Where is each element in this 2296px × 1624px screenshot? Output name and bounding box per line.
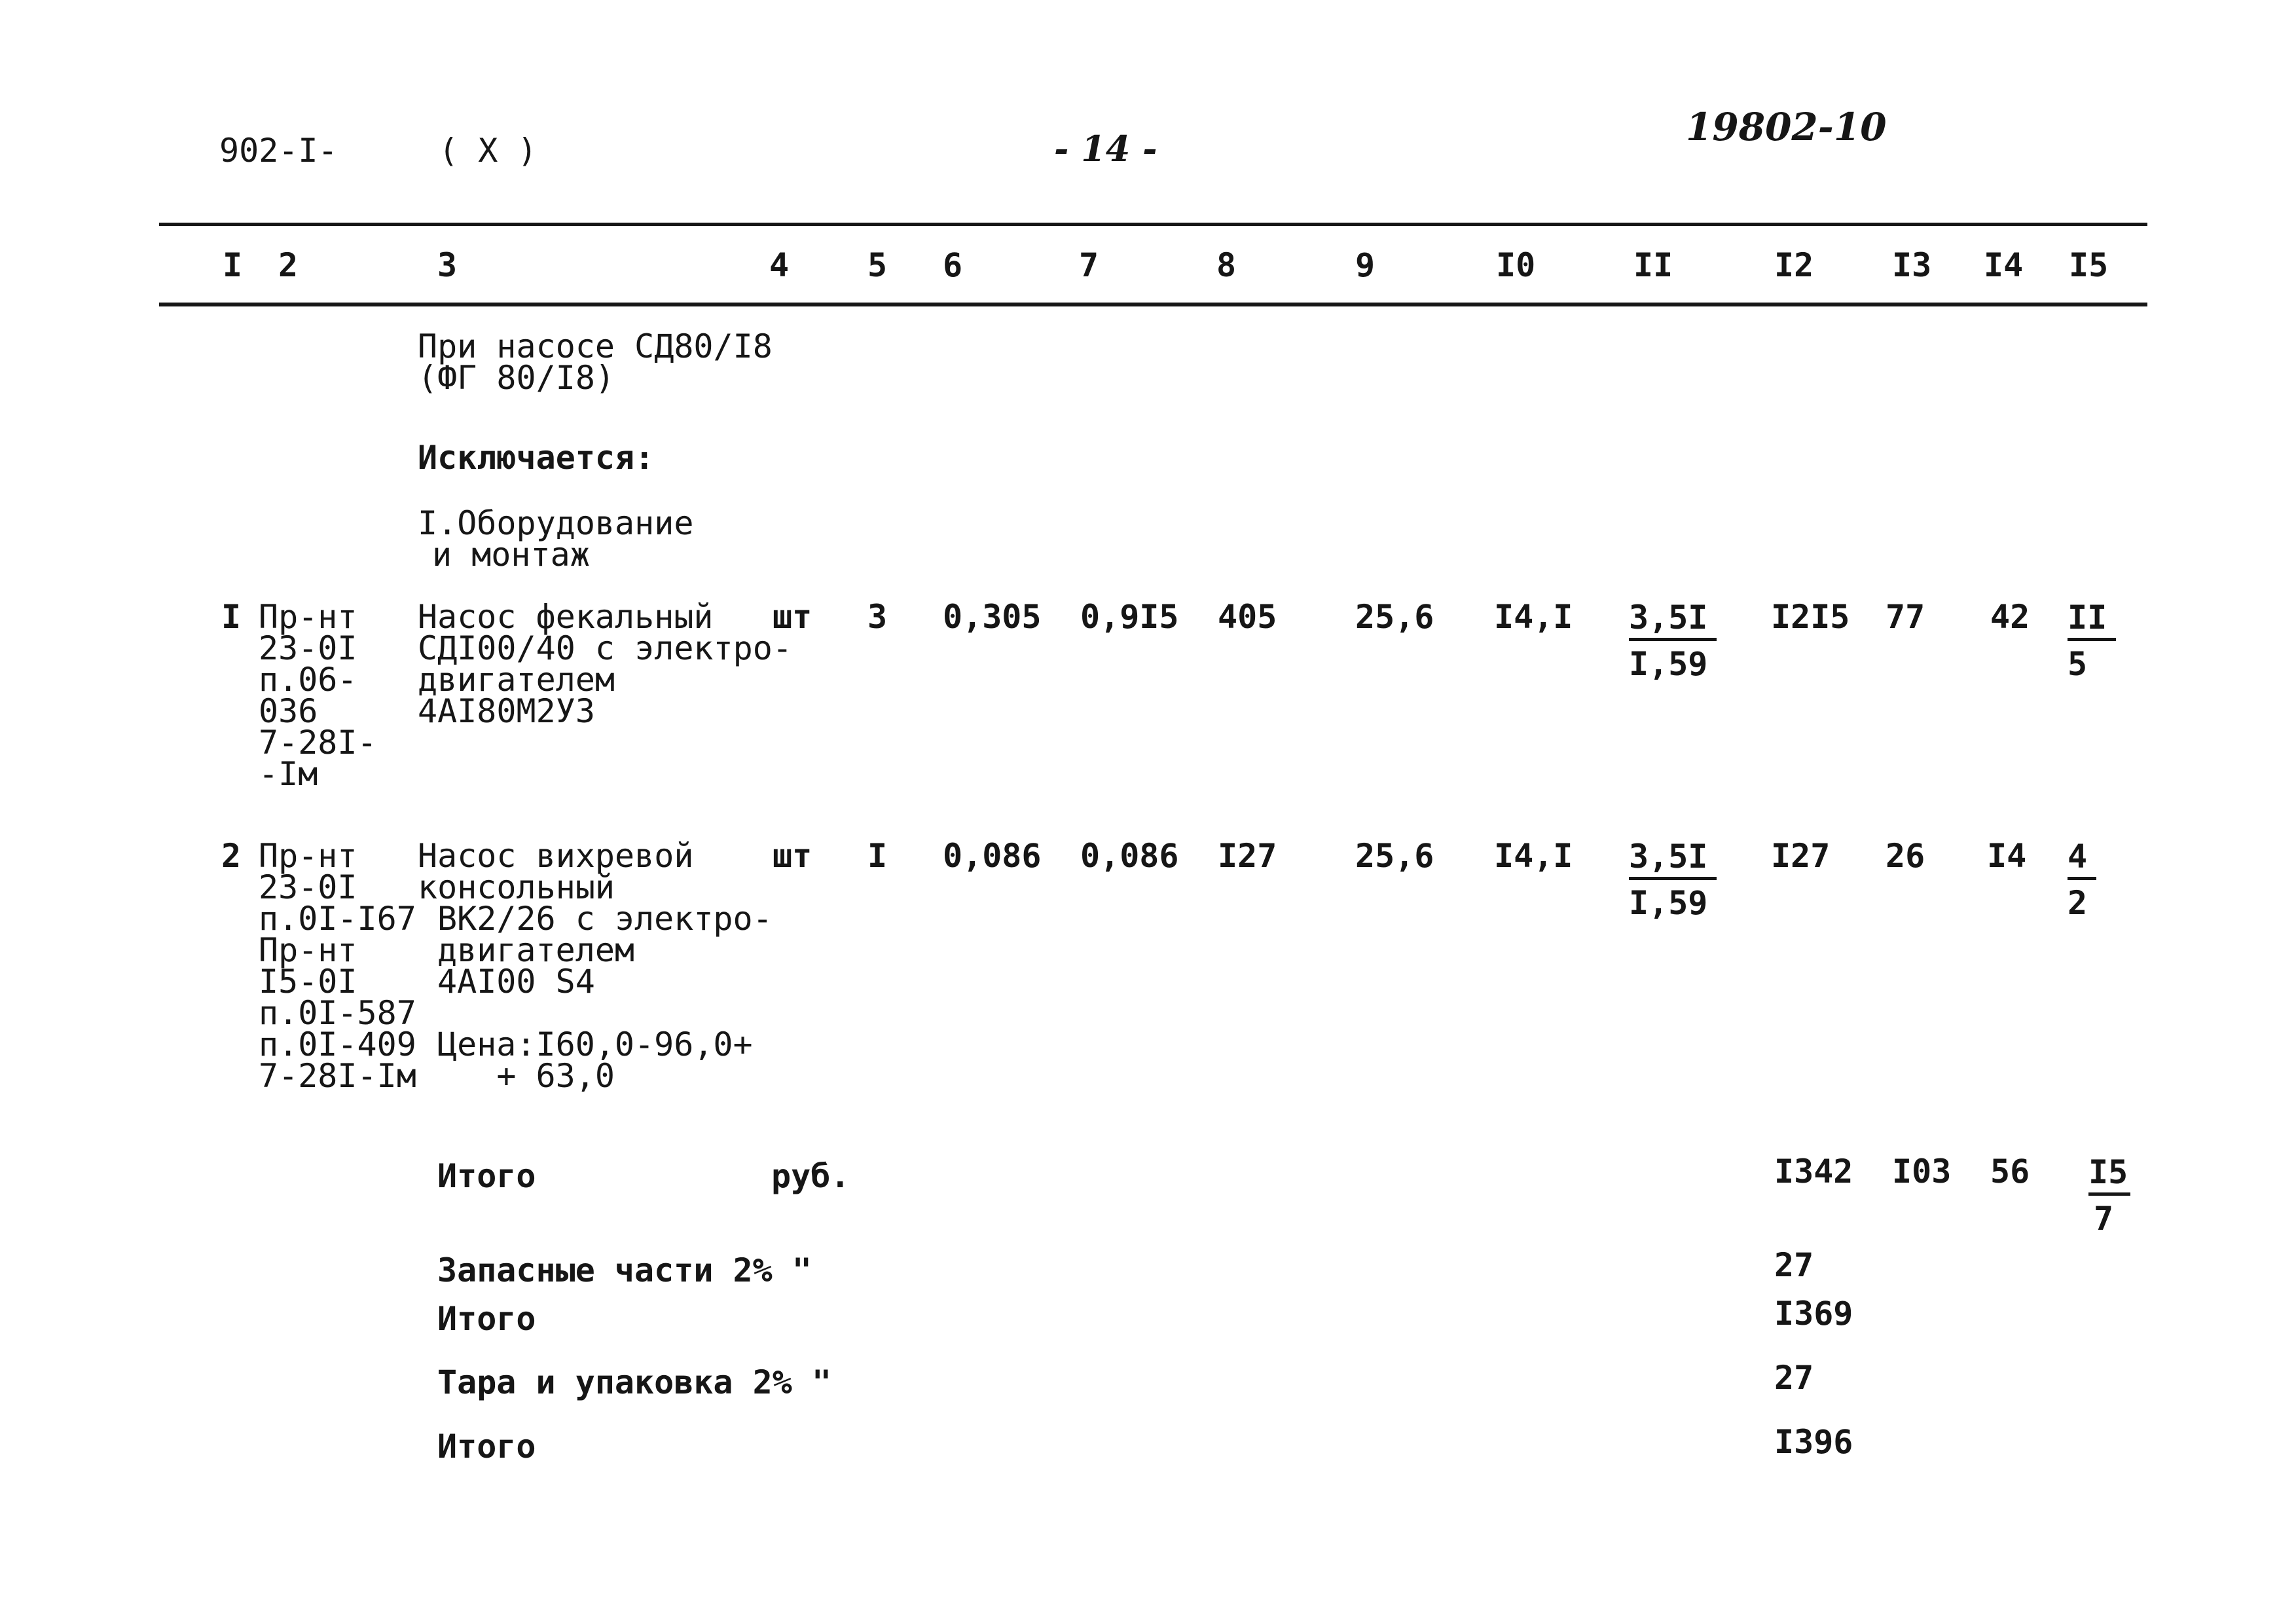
price-note-line: + 63,0	[496, 1057, 615, 1095]
col-header-5: 5	[867, 246, 888, 284]
row-col-9: 25,6	[1355, 598, 1434, 636]
ref-line: Пр-нт	[259, 837, 357, 875]
row-col-15-fraction	[2068, 599, 2116, 683]
group-title-line-1: I.Оборудование	[418, 504, 694, 542]
ref-line: п.0I-409	[259, 1025, 416, 1063]
row-col-11-fraction	[1629, 599, 1717, 683]
row-col-10: I4,I	[1494, 837, 1573, 875]
col-header-4: 4	[769, 246, 790, 284]
row-mass-unit: 0,086	[943, 837, 1042, 875]
header-top-rule	[159, 223, 2147, 226]
ref-line: 036	[259, 692, 318, 730]
row-number: I	[221, 598, 242, 636]
row-col-14: 42	[1990, 598, 2030, 636]
col-header-2: 2	[278, 246, 299, 284]
col-header-9: 9	[1355, 246, 1376, 284]
row-price-note	[437, 1025, 753, 1095]
row-unit: шт	[773, 837, 812, 875]
packaging-col-12: 27	[1774, 1359, 1814, 1397]
name-line: 4АI00 S4	[437, 963, 595, 1001]
row-reference	[259, 598, 377, 793]
total-col-14: 56	[1990, 1153, 2030, 1190]
row-price: I27	[1218, 837, 1277, 875]
fraction-numerator: II	[2068, 601, 2116, 641]
row-mass-unit: 0,305	[943, 598, 1042, 636]
col-header-12: I2	[1774, 246, 1814, 284]
fraction-numerator: I5	[2088, 1156, 2130, 1196]
row-item-name-cont	[437, 900, 773, 1001]
row-mass-total: 0,9I5	[1080, 598, 1179, 636]
name-line: двигателем	[418, 661, 615, 699]
total-col-15-fraction	[2088, 1153, 2130, 1238]
row-col-10: I4,I	[1494, 598, 1573, 636]
fraction-numerator: 3,5I	[1629, 840, 1717, 880]
subtotal-label: Итого	[437, 1300, 536, 1338]
col-header-15: I5	[2069, 246, 2109, 284]
col-header-6: 6	[943, 246, 963, 284]
total-currency: руб.	[771, 1157, 850, 1195]
ref-line: I5-0I	[259, 963, 357, 1001]
grand-total-col-12: I396	[1774, 1423, 1853, 1461]
row-col-9: 25,6	[1355, 837, 1434, 875]
row-col-12: I2I5	[1771, 598, 1850, 636]
name-line: 4АI80М2У3	[418, 692, 595, 730]
ref-line: 7-28I-Iм	[259, 1057, 416, 1095]
col-header-7: 7	[1079, 246, 1099, 284]
fraction-numerator: 4	[2068, 840, 2096, 880]
doc-variant: ( X )	[439, 132, 538, 170]
col-header-13: I3	[1892, 246, 1932, 284]
ref-line: 7-28I-	[259, 724, 377, 762]
row-quantity: I	[867, 837, 888, 875]
ref-line: п.06-	[259, 661, 357, 699]
total-col-12: I342	[1774, 1153, 1853, 1190]
group-title-line-2: и монтаж	[432, 536, 590, 574]
doc-code: 902-I-	[219, 132, 338, 170]
col-header-10: I0	[1496, 246, 1536, 284]
row-unit: шт	[773, 598, 812, 636]
doc-number-handwritten: 19802-10	[1686, 105, 1887, 149]
ref-line: 23-0I	[259, 868, 357, 906]
ref-line: Пр-нт	[259, 598, 357, 636]
section-excluded: Исключается:	[418, 439, 655, 477]
row-col-12: I27	[1771, 837, 1831, 875]
header-bottom-rule	[159, 303, 2147, 306]
ref-line: п.0I-I67	[259, 900, 416, 938]
col-header-3: 3	[437, 246, 458, 284]
row-col-11-fraction	[1629, 838, 1717, 922]
row-col-13: 26	[1886, 837, 1925, 875]
subtotal-col-12: I369	[1774, 1295, 1853, 1333]
packaging-label: Тара и упаковка 2% "	[437, 1363, 832, 1401]
ref-line: п.0I-587	[259, 994, 416, 1032]
row-col-15-fraction	[2068, 838, 2096, 922]
name-line: двигателем	[437, 931, 635, 969]
grand-total-label: Итого	[437, 1428, 536, 1466]
fraction-denominator: I,59	[1629, 884, 1708, 922]
spare-parts-label: Запасные части 2% "	[437, 1251, 812, 1289]
section-title-line-1: При насосе СД80/I8	[418, 327, 773, 365]
fraction-denominator: 5	[2068, 645, 2088, 683]
row-reference	[259, 837, 416, 1095]
ref-line: -Iм	[259, 755, 318, 793]
fraction-denominator: 7	[2094, 1200, 2114, 1238]
name-line: СДI00/40 с электро-	[418, 629, 792, 667]
row-item-name	[418, 598, 792, 730]
row-number: 2	[221, 837, 242, 875]
name-line: консольный	[418, 868, 615, 906]
row-col-13: 77	[1886, 598, 1925, 636]
fraction-denominator: 2	[2068, 884, 2088, 922]
col-header-8: 8	[1216, 246, 1237, 284]
name-line: ВК2/26 с электро-	[437, 900, 773, 938]
price-note-line: Цена:I60,0-96,0+	[437, 1025, 753, 1063]
row-price: 405	[1218, 598, 1277, 636]
col-header-11: II	[1633, 246, 1673, 284]
fraction-numerator: 3,5I	[1629, 601, 1717, 641]
name-line: Насос фекальный	[418, 598, 714, 636]
page-number: - 14 -	[1054, 128, 1157, 170]
row-item-name	[418, 837, 694, 906]
name-line: Насос вихревой	[418, 837, 694, 875]
ref-line: 23-0I	[259, 629, 357, 667]
row-mass-total: 0,086	[1080, 837, 1179, 875]
col-header-1: I	[223, 246, 243, 284]
col-header-14: I4	[1984, 246, 2024, 284]
ref-line: Пр-нт	[259, 931, 357, 969]
total-col-13: I03	[1892, 1153, 1952, 1190]
row-col-14: I4	[1987, 837, 2027, 875]
spare-parts-col-12: 27	[1774, 1246, 1814, 1284]
row-quantity: 3	[867, 598, 888, 636]
section-title-line-2: (ФГ 80/I8)	[418, 359, 615, 397]
fraction-denominator: I,59	[1629, 645, 1708, 683]
total-label: Итого	[437, 1157, 536, 1195]
